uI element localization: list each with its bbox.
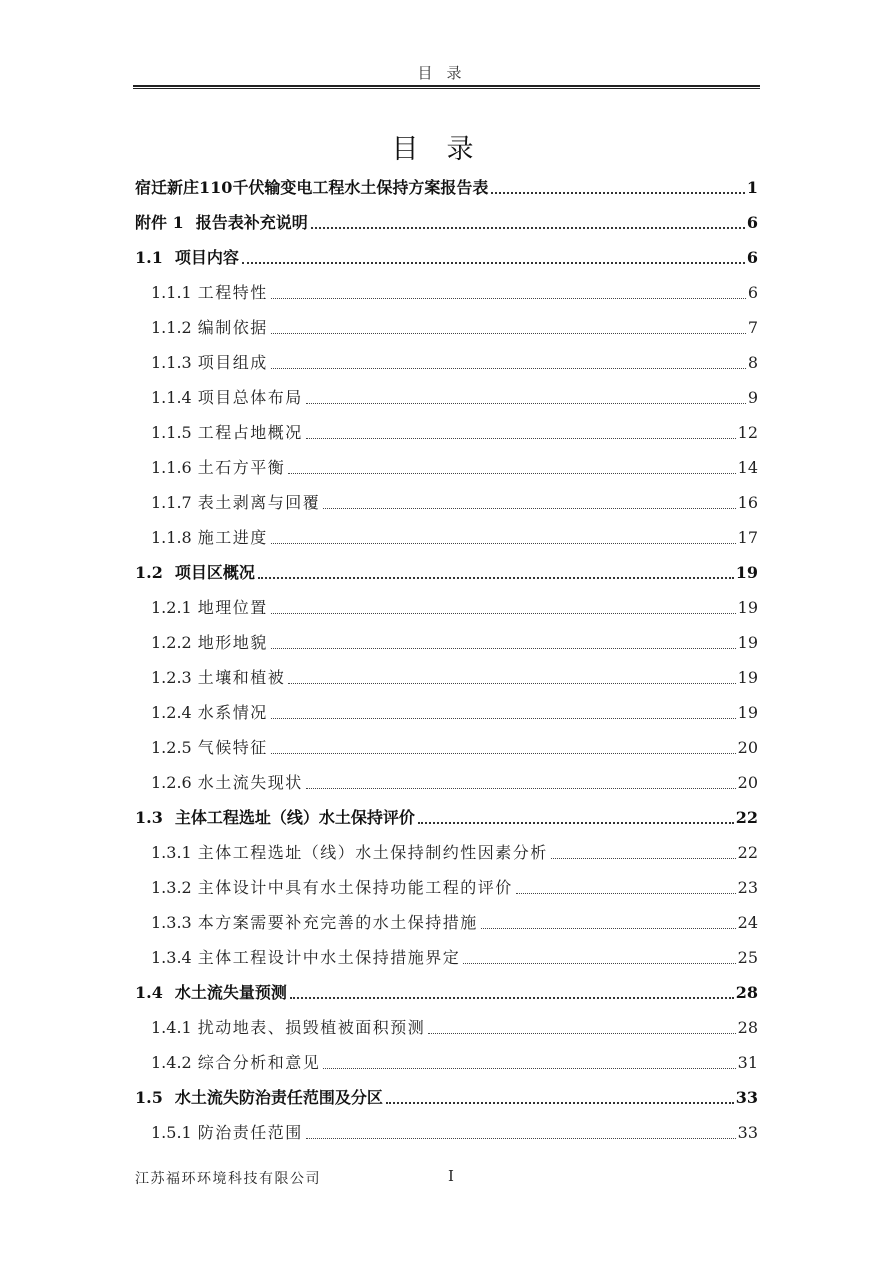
toc-dot-leader [551, 858, 736, 859]
toc-entry-number: 1.2.6 [151, 773, 192, 792]
toc-entry-level2[interactable] [135, 694, 758, 729]
toc-dot-leader [242, 262, 745, 264]
toc-entry-level2[interactable] [135, 624, 758, 659]
toc-entry-title: 综合分析和意见 [197, 1053, 321, 1072]
toc-dot-leader [271, 753, 736, 754]
toc-entry-number: 1.2.1 [151, 598, 192, 617]
toc-entry-number: 1.2 [135, 563, 163, 582]
toc-entry-page-number: 1 [746, 178, 758, 197]
toc-entry-title: 编制依据 [197, 318, 268, 337]
toc-entry-page-number: 19 [737, 633, 758, 652]
toc-entry-title: 项目组成 [197, 353, 268, 372]
toc-entry-number: 1.1.3 [151, 353, 192, 372]
toc-entry-title: 工程占地概况 [197, 423, 303, 442]
toc-dot-leader [306, 438, 736, 439]
toc-dot-leader [306, 1138, 736, 1139]
toc-entry-level2[interactable] [135, 589, 758, 624]
footer-company-name: 江苏福环环境科技有限公司 [135, 1171, 321, 1187]
toc-dot-leader [491, 192, 744, 194]
toc-dot-leader [386, 1102, 734, 1104]
toc-entry-number: 1.4.2 [151, 1053, 192, 1072]
toc-entry-level2[interactable] [135, 1044, 758, 1079]
toc-entry-title: 报告表补充说明 [195, 213, 308, 232]
toc-entry-number: 1.3.4 [151, 948, 192, 967]
toc-entry-level2[interactable] [135, 904, 758, 939]
toc-entry-page-number: 28 [737, 1018, 758, 1037]
toc-dot-leader [481, 928, 736, 929]
header-rule-thin [133, 88, 760, 89]
toc-entry-title: 气候特征 [197, 738, 268, 757]
toc-entry-level2[interactable] [135, 519, 758, 554]
toc-entry-level2[interactable] [135, 834, 758, 869]
toc-entry-title: 表土剥离与回覆 [197, 493, 321, 512]
toc-entry-level2[interactable] [135, 869, 758, 904]
toc-entry-title: 地理位置 [197, 598, 268, 617]
toc-dot-leader [306, 788, 736, 789]
toc-entry-level2[interactable] [135, 1009, 758, 1044]
toc-entry-title: 项目区概况 [174, 563, 255, 582]
toc-entry-number: 1.4 [135, 983, 163, 1002]
header-rule-thick [133, 85, 760, 87]
toc-entry-level1[interactable] [135, 239, 758, 274]
toc-entry-title: 水土流失现状 [197, 773, 303, 792]
toc-entry-page-number: 33 [737, 1123, 758, 1142]
toc-entry-page-number: 25 [737, 948, 758, 967]
toc-entry-number: 1.1.7 [151, 493, 192, 512]
toc-entry-number: 1.1.5 [151, 423, 192, 442]
running-header: 目录 [417, 64, 476, 82]
toc-dot-leader [258, 577, 734, 579]
toc-entry-title: 土壤和植被 [197, 668, 286, 687]
toc-entry-title: 水土流失防治责任范围及分区 [174, 1088, 383, 1107]
toc-entry-title: 防治责任范围 [197, 1123, 303, 1142]
toc-entry-title: 主体工程设计中水土保持措施界定 [197, 948, 461, 967]
toc-entry-page-number: 14 [737, 458, 758, 477]
toc-entry-number: 1.2.2 [151, 633, 192, 652]
toc-dot-leader [288, 473, 735, 474]
toc-entry-title: 水土流失量预测 [174, 983, 287, 1002]
toc-entry-level2[interactable] [135, 764, 758, 799]
toc-entry-number: 1.1.2 [151, 318, 192, 337]
toc-entry-title: 施工进度 [197, 528, 268, 547]
toc-entry-level1[interactable] [135, 204, 758, 239]
toc-entry-number: 1.3 [135, 808, 163, 827]
toc-entry-level2[interactable] [135, 939, 758, 974]
toc-dot-leader [271, 333, 746, 334]
toc-entry-level2[interactable] [135, 309, 758, 344]
toc-entry-title: 主体工程选址（线）水土保持评价 [174, 808, 415, 827]
document-title: 目录 [391, 134, 502, 165]
toc-entry-level2[interactable] [135, 379, 758, 414]
toc-entry-title: 扰动地表、损毁植被面积预测 [197, 1018, 426, 1037]
toc-dot-leader [323, 1068, 735, 1069]
toc-entry-page-number: 28 [735, 983, 758, 1002]
table-of-contents [135, 169, 758, 1149]
toc-dot-leader [271, 648, 736, 649]
toc-entry-number: 1.1.1 [151, 283, 192, 302]
toc-entry-page-number: 24 [737, 913, 758, 932]
toc-entry-number: 1.5.1 [151, 1123, 192, 1142]
toc-dot-leader [428, 1033, 735, 1034]
toc-entry-page-number: 19 [737, 703, 758, 722]
toc-entry-title: 主体工程选址（线）水土保持制约性因素分析 [197, 843, 548, 862]
toc-entry-number: 1.1.4 [151, 388, 192, 407]
toc-entry-page-number: 23 [737, 878, 758, 897]
toc-dot-leader [323, 508, 735, 509]
toc-entry-page-number: 22 [735, 808, 758, 827]
toc-dot-leader [271, 368, 746, 369]
toc-entry-level2[interactable] [135, 484, 758, 519]
toc-entry-number: 1.2.4 [151, 703, 192, 722]
toc-dot-leader [271, 543, 736, 544]
toc-entry-page-number: 6 [746, 248, 758, 267]
toc-entry-number: 1.2.3 [151, 668, 192, 687]
toc-dot-leader [306, 403, 746, 404]
toc-entry-level1[interactable] [135, 799, 758, 834]
toc-dot-leader [311, 227, 745, 229]
toc-entry-page-number: 6 [747, 283, 758, 302]
toc-entry-level2[interactable] [135, 274, 758, 309]
toc-dot-leader [271, 718, 736, 719]
footer-page-number: I [448, 1167, 454, 1185]
toc-dot-leader [271, 298, 746, 299]
toc-dot-leader [271, 613, 736, 614]
toc-entry-level1[interactable] [135, 554, 758, 589]
toc-dot-leader [463, 963, 735, 964]
toc-entry-number: 1.5 [135, 1088, 163, 1107]
toc-entry-title: 本方案需要补充完善的水土保持措施 [197, 913, 478, 932]
toc-entry-number: 1.3.3 [151, 913, 192, 932]
toc-entry-title: 项目总体布局 [197, 388, 303, 407]
toc-entry-page-number: 31 [737, 1053, 758, 1072]
toc-entry-number: 1.1.8 [151, 528, 192, 547]
toc-entry-page-number: 12 [737, 423, 758, 442]
toc-entry-level2[interactable] [135, 414, 758, 449]
toc-dot-leader [288, 683, 735, 684]
toc-entry-page-number: 16 [737, 493, 758, 512]
toc-entry-level1[interactable] [135, 1079, 758, 1114]
toc-dot-leader [516, 893, 736, 894]
toc-entry-level2[interactable] [135, 729, 758, 764]
toc-entry-page-number: 7 [747, 318, 758, 337]
toc-entry-title: 土石方平衡 [197, 458, 286, 477]
toc-entry-number: 1.2.5 [151, 738, 192, 757]
toc-entry-title: 主体设计中具有水土保持功能工程的评价 [197, 878, 513, 897]
toc-entry-level2[interactable] [135, 344, 758, 379]
toc-entry-title: 地形地貌 [197, 633, 268, 652]
toc-entry-title: 宿迁新庄110千伏输变电工程水土保持方案报告表 [135, 178, 489, 197]
toc-entry-title: 项目内容 [174, 248, 239, 267]
toc-entry-number: 1.3.2 [151, 878, 192, 897]
toc-entry-page-number: 9 [747, 388, 758, 407]
toc-entry-page-number: 20 [737, 773, 758, 792]
toc-dot-leader [290, 997, 734, 999]
toc-entry-title: 工程特性 [197, 283, 268, 302]
toc-entry-page-number: 17 [737, 528, 758, 547]
toc-entry-page-number: 19 [735, 563, 758, 582]
toc-entry-page-number: 22 [737, 843, 758, 862]
toc-dot-leader [418, 822, 734, 824]
toc-entry-title: 水系情况 [197, 703, 268, 722]
toc-entry-page-number: 19 [737, 598, 758, 617]
toc-entry-page-number: 8 [747, 353, 758, 372]
toc-entry-level1[interactable] [135, 974, 758, 1009]
toc-entry-level2[interactable] [135, 1114, 758, 1149]
toc-entry-number: 1.1 [135, 248, 163, 267]
toc-entry-number: 附件 1 [135, 213, 184, 232]
toc-entry-level1[interactable] [135, 169, 758, 204]
toc-entry-page-number: 20 [737, 738, 758, 757]
toc-entry-number: 1.3.1 [151, 843, 192, 862]
toc-entry-number: 1.4.1 [151, 1018, 192, 1037]
toc-entry-level2[interactable] [135, 449, 758, 484]
toc-entry-page-number: 6 [746, 213, 758, 232]
toc-entry-page-number: 33 [735, 1088, 758, 1107]
toc-entry-number: 1.1.6 [151, 458, 192, 477]
toc-entry-page-number: 19 [737, 668, 758, 687]
toc-entry-level2[interactable] [135, 659, 758, 694]
